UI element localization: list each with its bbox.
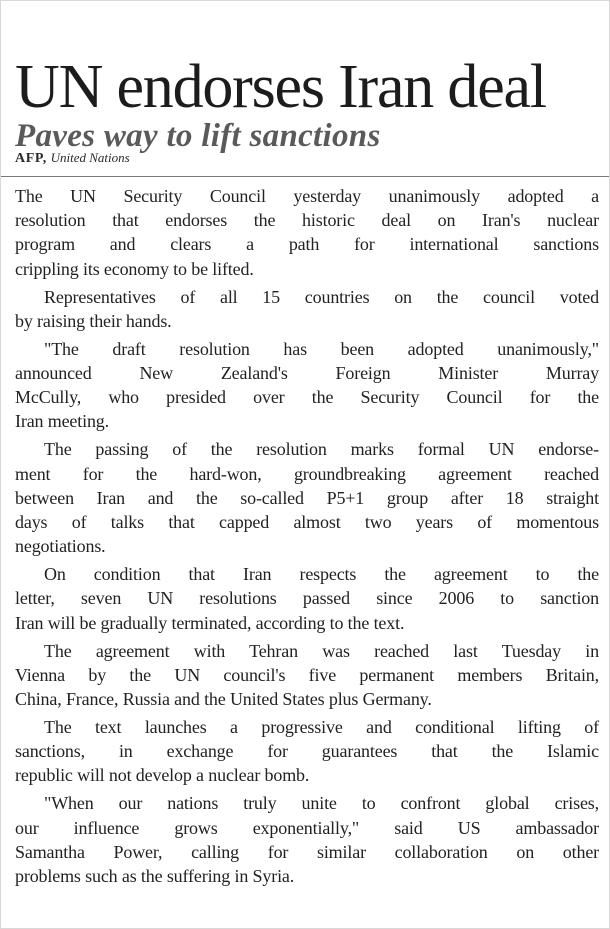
text-line: Iran will be gradually terminated, according to the text. [15,612,405,633]
text-line: program and clears a path for international sanctions [15,234,599,255]
text-line: The passing of the resolution marks formal UN endorse- [44,439,599,460]
text-line: On condition that Iran respects the agreement to the [44,564,599,585]
text-line: Vienna by the UN council's five permanent members Britain, [15,664,599,685]
text-line: Iran meeting. [15,411,110,432]
byline [15,149,130,168]
text-line: ment for the hard-won, groundbreaking agreement reached [15,463,599,484]
text-line: republic will not develop a nuclear bomb. [15,765,310,786]
paragraph [15,437,599,558]
text-line: by raising their hands. [15,310,172,331]
text-line: resolution that endorses the historic deal on Iran's nuclear [15,210,599,231]
text-line: negotiations. [15,536,106,557]
subheadline: Paves way to lift sanctions [15,118,381,155]
byline-agency: AFP, [15,151,47,166]
text-line: McCully, who presided over the Security Council for the [15,387,599,408]
byline-location: United Nations [50,150,130,165]
text-line: Representatives of all 15 countries on the council voted [44,286,599,307]
text-line: sanctions, in exchange for guarantees that the Islamic [15,741,599,762]
text-line: Samantha Power, calling for similar collaboration on other [15,841,599,862]
text-line: letter, seven UN resolutions passed since 2006 to sanction [15,588,599,609]
text-line: China, France, Russia and the United States plus Germany. [15,689,432,710]
paragraph [15,639,599,712]
text-line: our influence grows exponentially," said US ambassador [15,817,599,838]
text-line: The text launches a progressive and conditional lifting of [44,717,599,738]
text-line: The UN Security Council yesterday unanimously adopted a [15,186,599,206]
text-line: problems such as the suffering in Syria. [15,866,295,887]
headline: UN endorses Iran deal [15,52,546,121]
text-line: days of talks that capped almost two years of momentous [15,512,599,533]
byline-divider [1,176,610,177]
paragraph [15,337,599,434]
text-line: "The draft resolution has been adopted unanimously," [44,338,599,359]
text-line: between Iran and the so-called P5+1 group after 18 straight [15,487,599,508]
text-line: "When our nations truly unite to confront global crises, [44,793,599,814]
text-line: The agreement with Tehran was reached last Tuesday in [44,640,599,661]
paragraph [15,715,599,788]
text-line: crippling its economy to be lifted. [15,258,254,279]
text-line: announced New Zealand's Foreign Minister Murray [15,363,599,384]
paragraph [15,562,599,635]
paragraph [15,791,599,888]
article-body [15,184,599,888]
paragraph [15,285,599,333]
paragraph [15,184,599,281]
